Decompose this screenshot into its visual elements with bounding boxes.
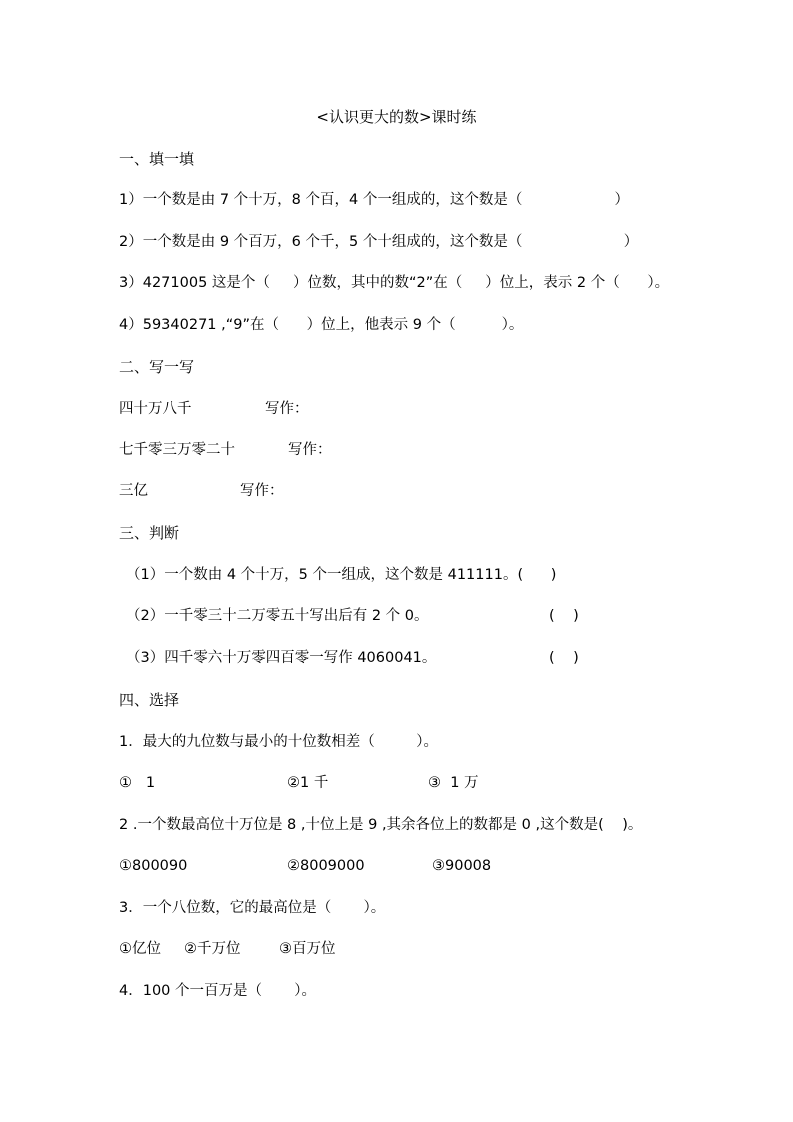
judge-question-2-paren: ( )	[549, 608, 579, 624]
choice-3-option-3: ③百万位	[279, 941, 336, 957]
fill-question-4: 4）59340271 ,“9”在（ ）位上，他表示 9 个（ ）。	[119, 317, 524, 333]
fill-question-3: 3）4271005 这是个（ ）位数，其中的数“2”在（ ）位上，表示 2 个（ ）。	[119, 275, 670, 291]
write-item-1-text: 四十万八千	[119, 401, 192, 417]
choice-question-3: 3．一个八位数，它的最高位是（ ）。	[119, 900, 386, 916]
choice-1-option-1: ① 1	[119, 775, 156, 791]
write-item-3-text: 三亿	[119, 483, 148, 499]
choice-2-option-1: ①800090	[119, 858, 188, 874]
write-item-2-label: 写作：	[288, 442, 332, 458]
page-title: <认识更大的数>课时练	[316, 108, 477, 126]
choice-1-option-3: ③ 1 万	[428, 775, 479, 791]
write-item-1-label: 写作：	[265, 401, 309, 417]
choice-3-option-1: ①亿位	[119, 941, 161, 957]
section-heading-fill: 一、填一填	[119, 150, 195, 168]
choice-2-option-2: ②8009000	[287, 858, 365, 874]
choice-2-option-3: ③90008	[432, 858, 492, 874]
choice-question-1: 1．最大的九位数与最小的十位数相差（ ）。	[119, 734, 438, 750]
judge-question-3: （3）四千零六十万零四百零一写作 4060041。	[126, 650, 437, 666]
section-heading-judge: 三、判断	[119, 524, 180, 542]
judge-question-3-paren: ( )	[549, 650, 579, 666]
choice-3-option-2: ②千万位	[184, 941, 241, 957]
section-heading-choose: 四、选择	[119, 691, 180, 709]
fill-question-2: 2）一个数是由 9 个百万，6 个千，5 个十组成的，这个数是（ ）	[119, 234, 639, 250]
choice-question-4: 4．100 个一百万是（ ）。	[119, 983, 317, 999]
write-item-3-label: 写作：	[240, 483, 284, 499]
choice-1-option-2: ②1 千	[287, 775, 329, 791]
write-item-2-text: 七千零三万零二十	[119, 442, 235, 458]
judge-question-2: （2）一千零三十二万零五十写出后有 2 个 0。	[126, 608, 429, 624]
section-heading-write: 二、写一写	[119, 358, 195, 376]
fill-question-1: 1）一个数是由 7 个十万，8 个百，4 个一组成的，这个数是（ ）	[119, 192, 630, 208]
judge-question-1: （1）一个数由 4 个十万，5 个一组成，这个数是 411111。( )	[126, 567, 557, 583]
choice-question-2: 2 .一个数最高位十万位是 8 ,十位上是 9 ,其余各位上的数都是 0 ,这个数是( )。	[119, 817, 643, 833]
